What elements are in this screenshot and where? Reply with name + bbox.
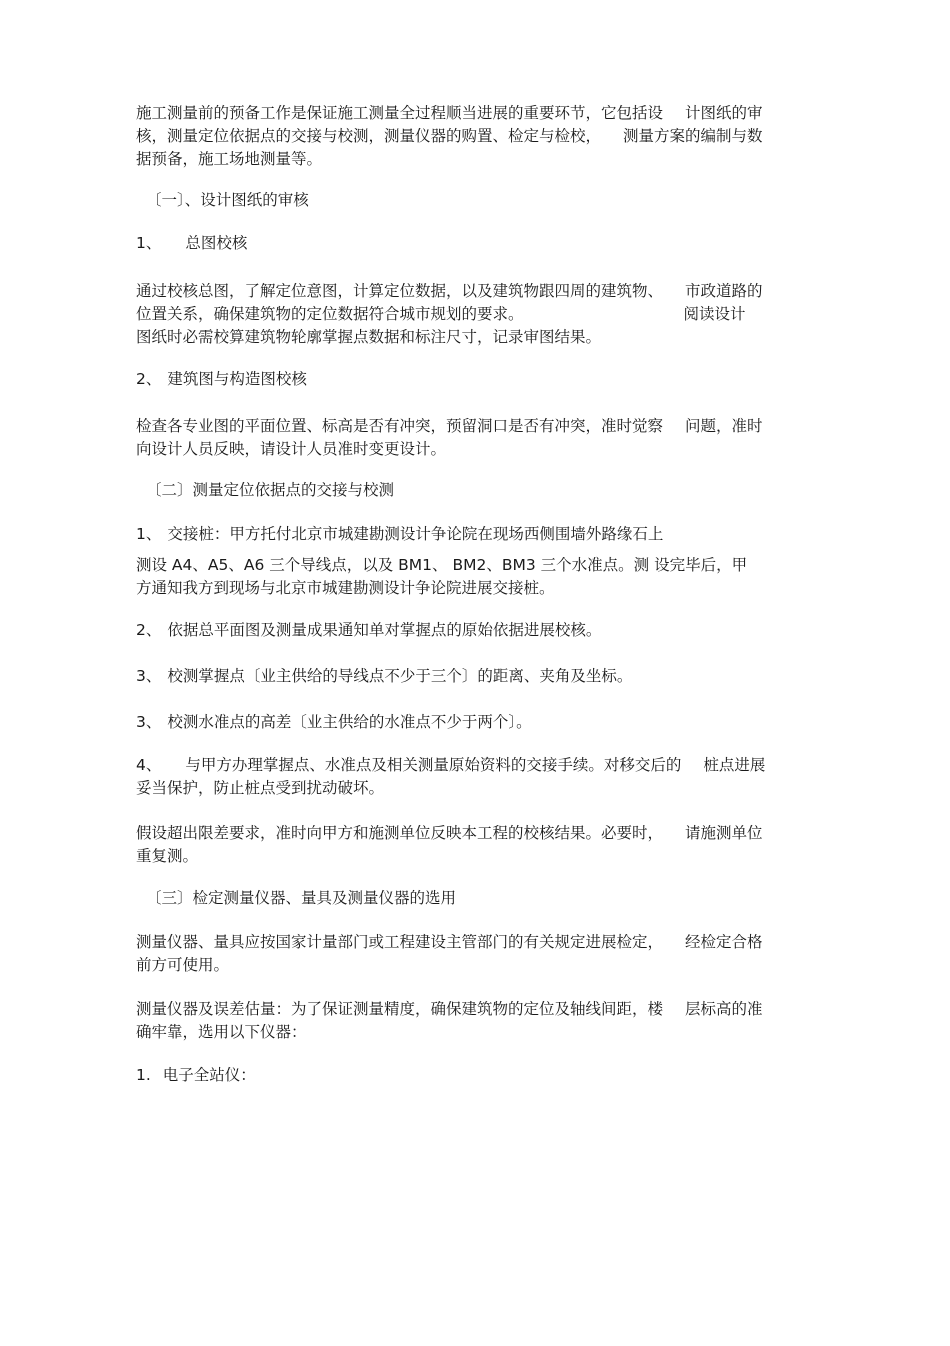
text-line: 检查各专业图的平面位置、标高是否有冲突，预留洞口是否有冲突，准时觉察 问题，准时: [136, 417, 763, 435]
text-line: 据预备，施工场地测量等。: [136, 150, 323, 168]
text-line: 方通知我方到现场与北京市城建勘测设计争论院进展交接桩。: [136, 579, 555, 597]
list-item: 1、 总图校核: [136, 234, 248, 252]
text-line: 位置关系，确保建筑物的定位数据符合城市规划的要求。 阅读设计: [136, 305, 746, 323]
text-line: 施工测量前的预备工作是保证施工测量全过程顺当进展的重要环节，它包括设 计图纸的审: [136, 104, 763, 122]
text-line: 妥当保护，防止桩点受到扰动破坏。: [136, 779, 385, 797]
section-heading-3: 〔三〕检定测量仪器、量具及测量仪器的选用: [146, 889, 457, 907]
list-item: 2、 依据总平面图及测量成果通知单对掌握点的原始依据进展校核。: [136, 621, 602, 639]
text-line: 图纸时必需校算建筑物轮廓掌握点数据和标注尺寸，记录审图结果。: [136, 328, 602, 346]
list-item: 3、 校测水准点的高差〔业主供给的水准点不少于两个〕。: [136, 713, 532, 731]
list-item: 3、 校测掌握点〔业主供给的导线点不少于三个〕的距离、夹角及坐标。: [136, 667, 633, 685]
text-line: 前方可使用。: [136, 956, 230, 974]
text-line: 测量仪器、量具应按国家计量部门或工程建设主管部门的有关规定进展检定， 经检定合格: [136, 933, 763, 951]
text-line: 确牢靠，选用以下仪器：: [136, 1023, 307, 1041]
section-heading-1: 〔一〕、设计图纸的审核: [146, 191, 309, 209]
text-line: 核，测量定位依据点的交接与校测，测量仪器的购置、检定与检校， 测量方案的编制与数: [136, 127, 763, 145]
text-line: 向设计人员反映，请设计人员准时变更设计。: [136, 440, 447, 458]
text-line: 通过校核总图，了解定位意图，计算定位数据，以及建筑物跟四周的建筑物、 市政道路的: [136, 282, 763, 300]
text-line: 重复测。: [136, 847, 199, 865]
text-line: 测量仪器及误差估量：为了保证测量精度，确保建筑物的定位及轴线间距，楼 层标高的准: [136, 1000, 763, 1018]
text-line: 测设 A4、A5、A6 三个导线点，以及 BM1、 BM2、BM3 三个水准点。测 设完毕后，甲: [136, 556, 748, 574]
list-item: 2、 建筑图与构造图校核: [136, 370, 307, 388]
text-line: 假设超出限差要求，准时向甲方和施测单位反映本工程的校核结果。必要时， 请施测单位: [136, 824, 763, 842]
list-item: 1、 交接桩：甲方托付北京市城建勘测设计争论院在现场西侧围墙外路缘石上: [136, 525, 664, 543]
text-line: 4、 与甲方办理掌握点、水准点及相关测量原始资料的交接手续。对移交后的 桩点进展: [136, 756, 766, 774]
section-heading-2: 〔二〕测量定位依据点的交接与校测: [146, 481, 395, 499]
list-item: 1. 电子全站仪：: [136, 1066, 256, 1084]
